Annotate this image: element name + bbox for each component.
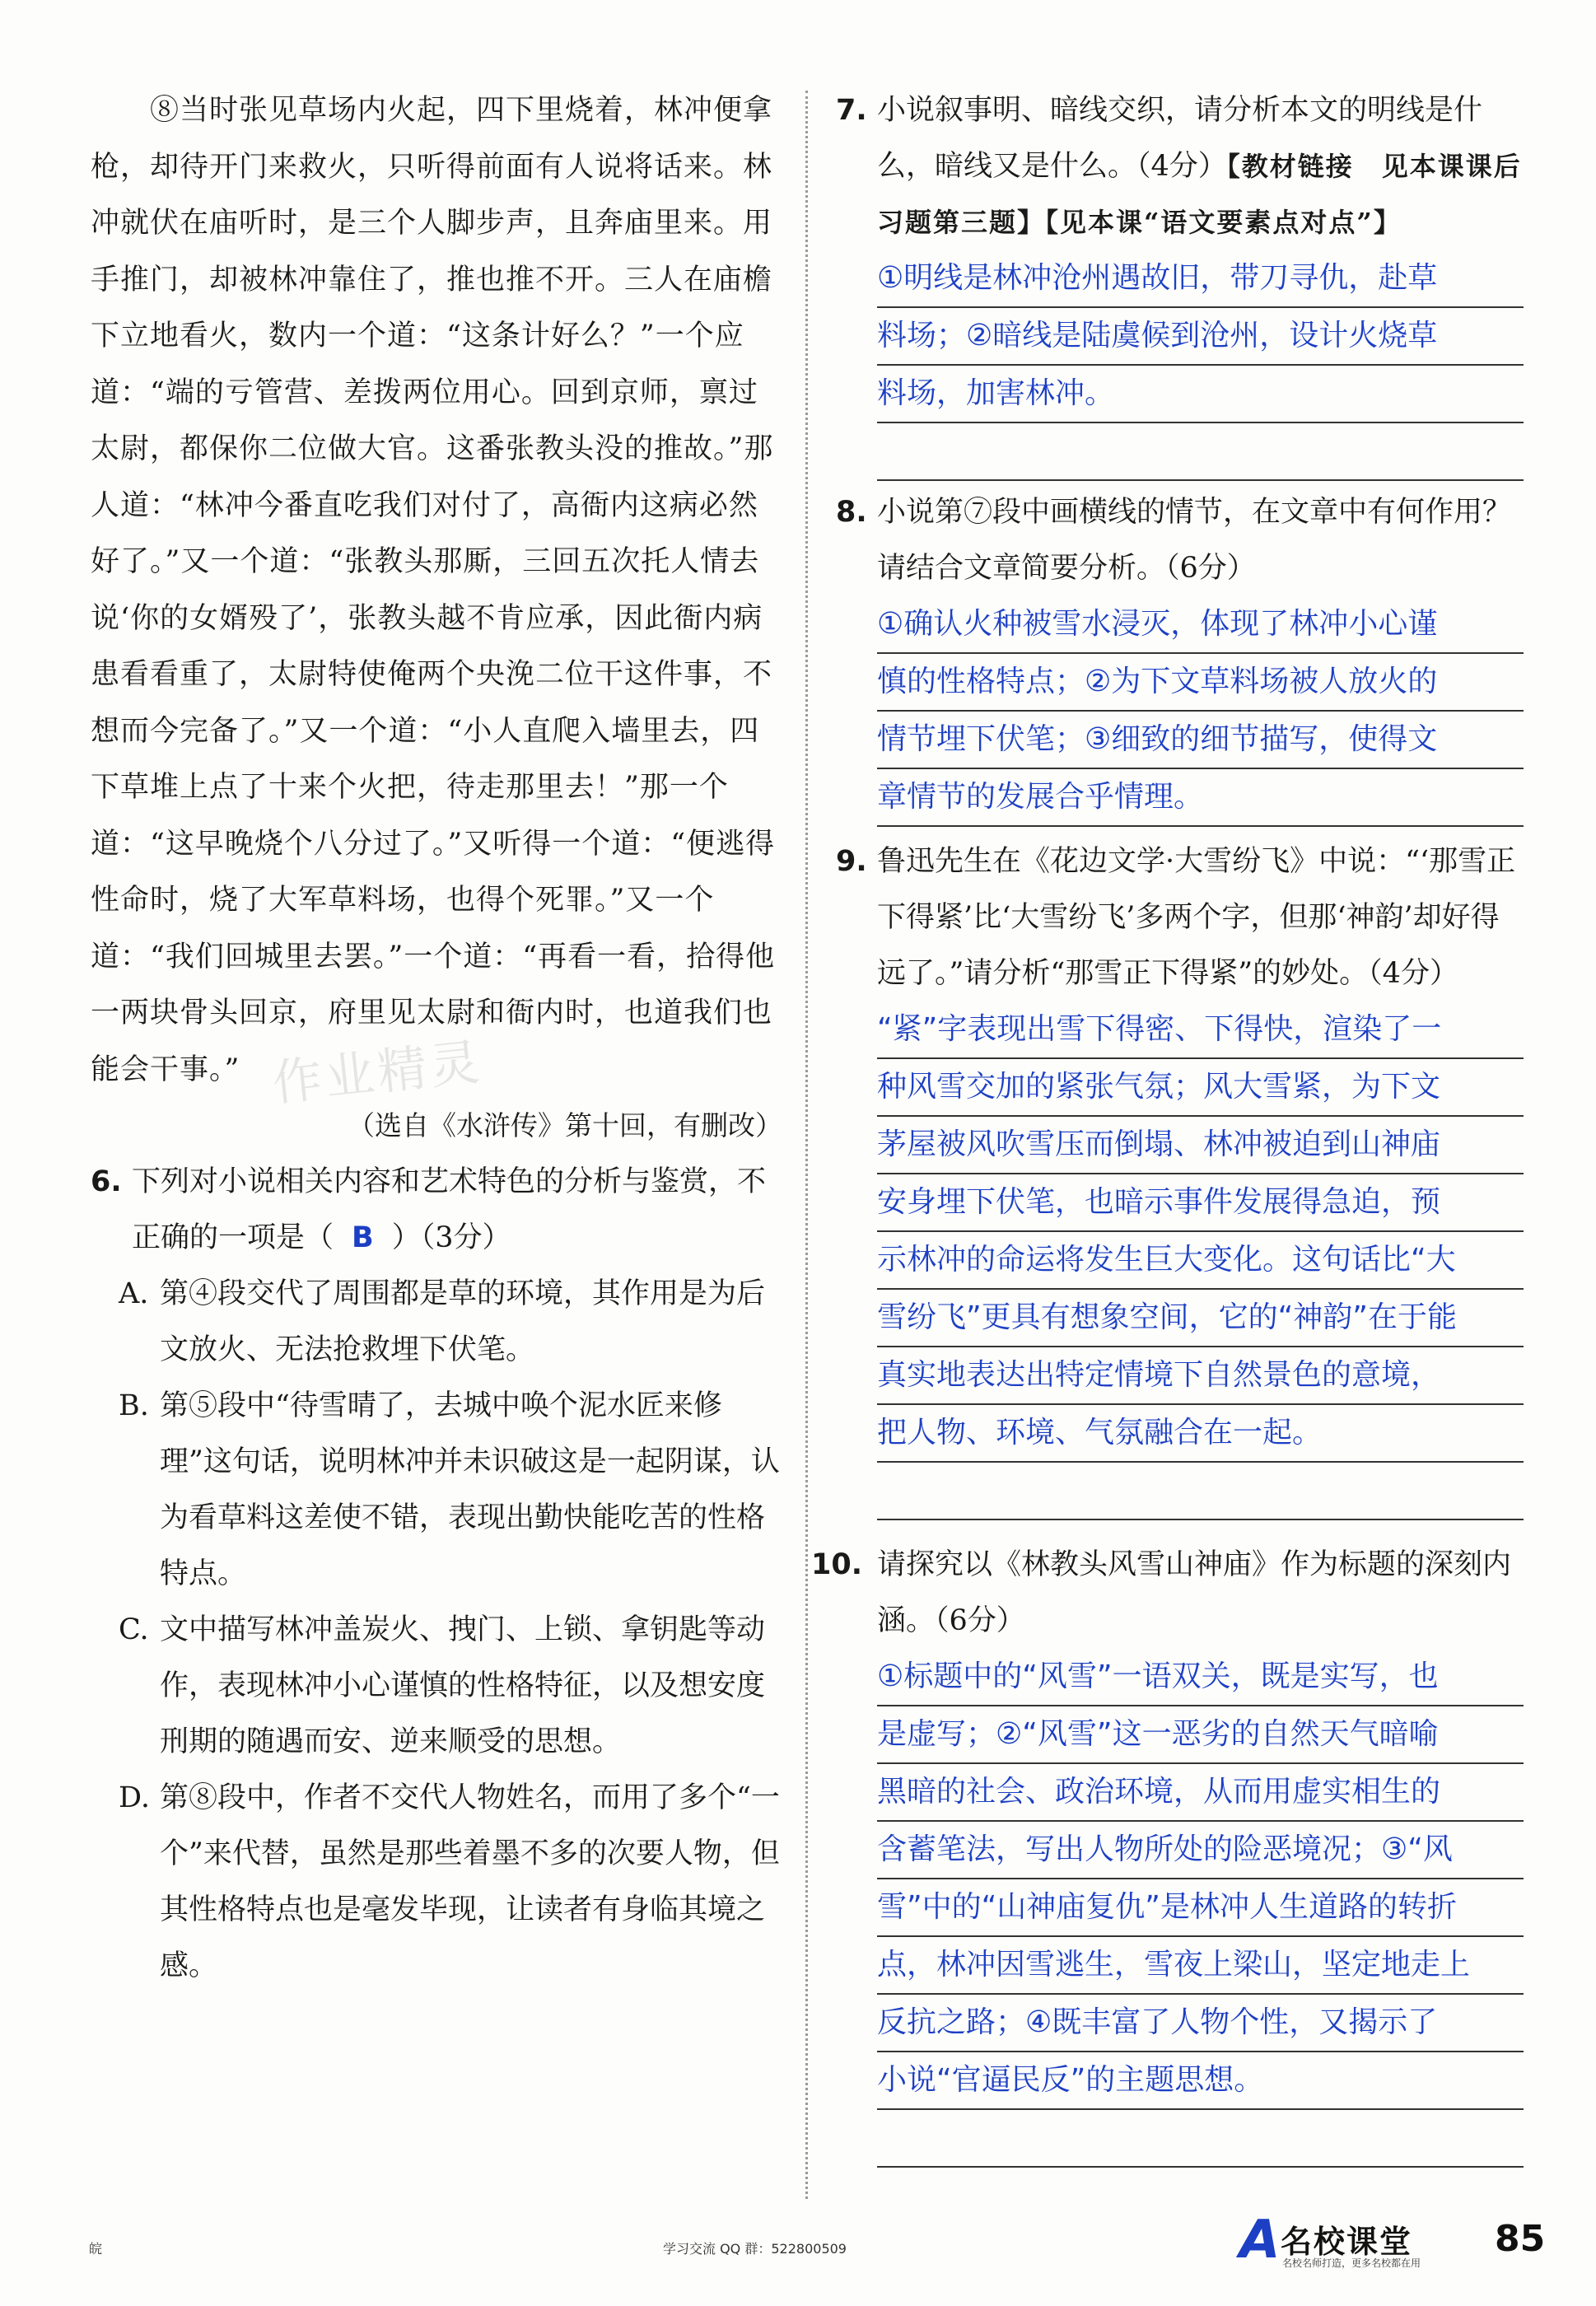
answer-line: ①确认火种被雪水浸灭，体现了林冲小心谨 [877,596,1524,654]
option-b-text: 第⑤段中“待雪晴了，去城中唤个泥水匠来修理”这句话，说明林冲并未识破这是一起阴谋，认为看草料这差使不错，表现出勤快能吃苦的性格特点。 [160,1389,780,1590]
answer-line-blank [877,2110,1524,2168]
answer-line: 示林冲的命运将发生巨大变化。这句话比“大 [877,1232,1524,1290]
option-b[interactable] [91,1378,782,1602]
passage-source: （选自《水浒传》第十回，有删改） [348,1109,782,1141]
answer-line: 章情节的发展合乎情理。 [877,769,1524,827]
publisher-logo [1239,2211,1478,2269]
right-column [811,82,1524,2168]
question-9-stem-text: 鲁迅先生在《花边文学·大雪纷飞》中说：“‘那雪正下得紧’比‘大雪纷飞’多两个字，但那‘神韵’却好得远了。”请分析“那雪正下得紧”的妙处。（4分） [877,845,1516,990]
question-8-number: 8. [836,496,867,529]
answer-line: 慎的性格特点；②为下文草料场被人放火的 [877,654,1524,712]
question-10-stem-text: 请探究以《林教头风雪山神庙》作为标题的深刻内涵。（6分） [877,1548,1512,1637]
question-6-stem [91,1154,782,1266]
answer-line: 茅屋被风吹雪压而倒塌、林冲被迫到山神庙 [877,1117,1524,1174]
watermark: 作业精灵 [269,1033,486,1113]
question-10-answer-area[interactable] [877,1649,1524,2168]
answer-line: 雪纷飞”更具有想象空间，它的“神韵”在于能 [877,1290,1524,1347]
answer-line: 反抗之路；④既丰富了人物个性，又揭示了 [877,1995,1524,2052]
question-8-answer-area[interactable] [877,596,1524,827]
question-6-answer[interactable]: B [352,1221,374,1254]
answer-line: 小说“官逼民反”的主题思想。 [877,2052,1524,2110]
logo-slogan: 名校名师打造，更多名校都在用 [1282,2257,1421,2269]
question-7-number: 7. [836,94,867,127]
question-10-stem [811,1537,1524,1649]
answer-line: 料场，加害林冲。 [877,366,1524,423]
answer-line: 点，林冲因雪逃生，雪夜上梁山，坚定地走上 [877,1937,1524,1995]
option-a[interactable] [91,1266,782,1378]
answer-line: 安身埋下伏笔，也暗示事件发展得急迫，预 [877,1174,1524,1232]
question-8 [836,484,1524,827]
answer-line: 黑暗的社会、政治环境，从而用虚实相生的 [877,1764,1524,1822]
option-d-key: D. [119,1781,150,1814]
question-8-stem-text: 小说第⑦段中画横线的情节，在文章中有何作用？请结合文章简要分析。（6分） [877,496,1512,585]
answer-line: 情节埋下伏笔；③细致的细节描写，使得文 [877,712,1524,769]
answer-line: 含蓄笔法，写出人物所处的险恶境况；③“风 [877,1822,1524,1879]
question-7-answer-area[interactable] [877,250,1524,481]
question-6-number: 6. [91,1165,122,1198]
answer-line: 真实地表达出特定情境下自然景色的意境， [877,1347,1524,1405]
question-7-stem-text: 小说叙事明、暗线交织，请分析本文的明线是什么，暗线又是什么。（4分） [877,94,1483,183]
option-c[interactable] [91,1602,782,1770]
answer-line: ①明线是林冲沧州遇故旧，带刀寻仇，赴草 [877,250,1524,308]
question-9-number: 9. [836,845,867,878]
answer-line-blank [877,423,1524,481]
question-9-answer-area[interactable] [877,1001,1524,1520]
textbook-link-tag: 【教材链接 见本课课后习题第三题】【见本课“语文要素点对点”】 [877,151,1522,238]
option-a-key: A. [119,1277,149,1310]
option-d[interactable] [91,1770,782,1994]
option-b-key: B. [119,1389,149,1422]
answer-line: 把人物、环境、气氛融合在一起。 [877,1405,1524,1463]
question-10-number: 10. [811,1548,863,1581]
footer-qq-group: 学习交流 QQ 群：522800509 [663,2241,847,2257]
option-d-text: 第⑧段中，作者不交代人物姓名，而用了多个“一个”来代替，虽然是那些着墨不多的次要人物，但其性格特点也是毫发毕现，让读者有身临其境之感。 [160,1781,780,1982]
answer-line: 雪”中的“山神庙复仇”是林冲人生道路的转折 [877,1879,1524,1937]
option-a-text: 第④段交代了周围都是草的环境，其作用是为后文放火、无法抢救埋下伏笔。 [160,1277,766,1366]
question-9-stem [836,833,1524,1001]
answer-line-blank [877,1463,1524,1520]
answer-line: ①标题中的“风雪”一语双关，既是实写，也 [877,1649,1524,1706]
question-7-stem [836,82,1524,250]
question-8-stem [836,484,1524,596]
answer-line: 是虚写；②“风雪”这一恶劣的自然天气暗喻 [877,1706,1524,1764]
logo-letter: A [1239,2210,1281,2271]
answer-line: “紧”字表现出雪下得密、下得快，渲染了一 [877,1001,1524,1059]
option-c-key: C. [119,1613,149,1646]
answer-line: 种风雪交加的紧张气氛；风大雪紧，为下文 [877,1059,1524,1117]
page-number: 85 [1495,2218,1546,2260]
column-divider [805,91,808,2199]
answer-line: 料场；②暗线是陆虞候到沧州，设计火烧草 [877,308,1524,366]
question-10 [811,1537,1524,2168]
question-9 [836,833,1524,1520]
question-7 [836,82,1524,481]
question-6 [91,1154,782,1994]
footer-region-label: 皖 [89,2241,103,2257]
question-6-stem-text: 下列对小说相关内容和艺术特色的分析与鉴赏，不正确的一项是（ [132,1165,767,1254]
option-c-text: 文中描写林冲盖炭火、拽门、上锁、拿钥匙等动作，表现林冲小心谨慎的性格特征，以及想安度刑期的随遇而安、逆来顺受的思想。 [160,1613,766,1758]
question-6-score: ）（3分） [391,1221,511,1254]
left-column [91,82,782,1994]
logo-name: 名校课堂 [1281,2224,1413,2260]
passage-paragraph-8: ⑧当时张见草场内火起，四下里烧着，林冲便拿枪，却待开门来救火，只听得前面有人说将话来。林冲就伏在庙听时，是三个人脚步声，且奔庙里来。用手推门，却被林冲靠住了，推也推不开。三人在庙檐下立地看火，数内一个道：“这条计好么？”一个应道：“端的亏管营、差拨两位用心。回到京师，禀过太尉，都保你二位做大官。这番张教头没的推故。”那人道：“林冲今番直吃我们对付了，高衙内这病必然好了。”又一个道：“张教头那厮，三回五次托人情去说‘你的女婿殁了’，张教头越不肯应承，因此衙内病患看看重了，太尉特使俺两个央浼二位干这件事，不想而今完备了。”又一个道：“小人直爬入墙里去，四下草堆上点了十来个火把，待走那里去！”那一个道：“这早晚烧个八分过了。”又听得一个道：“便逃得性命时，烧了大军草料场，也得个死罪。”又一个道：“我们回城里去罢。”一个道：“再看一看，拾得他一两块骨头回京，府里见太尉和衙内时，也道我们也能会干事。” [91,94,776,1086]
